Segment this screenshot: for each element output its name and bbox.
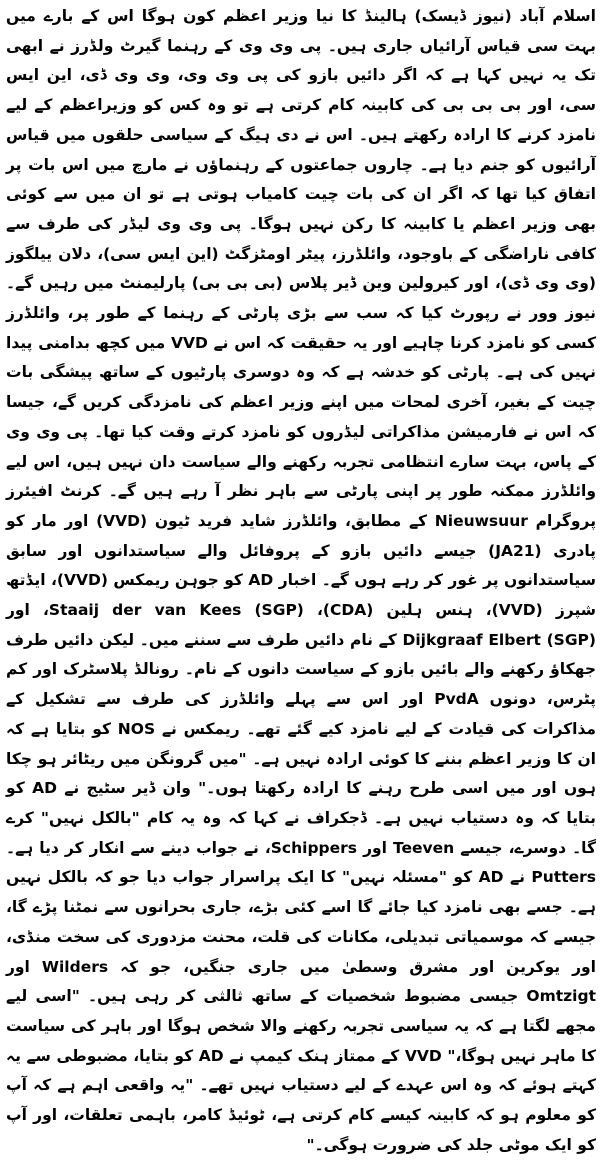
article-body-text: اسلام آباد (نیوز ڈیسک) ہالینڈ کا نیا وزیر اعظم کون ہوگا اس کے بارے میں بہت سی قیاس آرائیاں جاری ہیں۔ پی وی وی کے رہنما گیرٹ ولڈرز نے ابھی تک یہ نہیں کہا ہے کہ اگر دائیں بازو کی پی وی وی، وی وی ڈی، این ایس سی، اور بی بی بی کی کابینہ کام کرتی ہے تو وہ کس کو وزیراعظم کے لیے نامزد کرنے کا ارادہ رکھتے ہیں۔ اس نے دی ہیگ کے سیاسی حلقوں میں قیاس آرائیوں کو جنم دیا ہے۔ چاروں جماعتوں کے رہنماؤں نے مارچ میں اس بات پر اتفاق کیا تھا کہ اگر ان کی بات چیت کامیاب ہوتی ہے تو ان میں سے کوئی بھی وزیر اعظم یا کابینہ کا رکن نہیں ہوگا۔ پی وی وی لیڈر کی طرف سے کافی ناراضگی کے باوجود، وائلڈرز، پیٹر اومٹزگٹ (این ایس سی)، دلان ییلگوز (وی وی ڈی)، اور کیرولین وین ڈیر پلاس (بی بی بی) پارلیمنٹ میں رہیں گے۔ نیوز وور نے رپورٹ کیا کہ سب سے بڑی پارٹی کے رہنما کے طور پر، وائلڈرز کسی کو نامزد کرنا چاہیے اور یہ حقیقت کہ اس نے VVD میں کچھ بدامنی پیدا نہیں کی ہے۔ پارٹی کو خدشہ ہے کہ وہ دوسری پارٹیوں کے ساتھ پیشگی بات چیت کے بغیر، آخری لمحات میں اپنے وزیر اعظم کی نامزدگی کریں گے، جیسا کہ اس نے فارمیشن مذاکراتی لیڈروں کو نامزد کرتے وقت کیا تھا۔ پی وی وی کے پاس، بہت سارے انتظامی تجربہ رکھنے والے سیاست دان نہیں ہیں، اس لیے وائلڈرز ممکنہ طور پر اپنی پارٹی سے باہر نظر آ رہے ہیں گے۔ کرنٹ افیئرز پروگرام Nieuwsuur کے مطابق، وائلڈرز شاید فرید ٹیون (VVD) اور مار کو پادری (JA21) جیسے دائیں بازو کے پروفائل والے سیاستدانوں اور سابق سیاستدانوں پر غور کر رہے ہوں گے۔ اخبار AD کو جوہن ریمکس (VVD)، ایڈتھ شپرز (VVD)، ہنس ہلین (CDA)، Staaij der van Kees (SGP)، اور Dijkgraaf Elbert (SGP) کے نام دائیں طرف سے سننے میں۔ لیکن دائیں طرف جھکاؤ رکھنے والے بائیں بازو کے سیاست دانوں کے نام۔ رونالڈ پلاسٹرک اور کم پٹرس، دونوں PvdA اور اس سے پہلے وائلڈرز کی طرف سے تشکیل کے مذاکرات کی قیادت کے لیے نامزد کیے گئے تھے۔ ریمکس نے NOS کو بتایا ہے کہ ان کا وزیر اعظم بننے کا کوئی ارادہ نہیں ہے۔ "میں گرونگن میں ریٹائر ہو چکا ہوں اور میں اسی طرح رہنے کا ارادہ رکھتا ہوں۔" وان ڈیر سٹیج نے AD کو بتایا کہ وہ دستیاب نہیں ہے۔ ڈجکراف نے کہا کہ وہ یہ کام "بالکل نہیں" کرے گا۔ دوسرے، جیسے Teeven اور Schippers، نے جواب دینے سے انکار کر دیا ہے۔ Putters نے AD کو "مسئلہ نہیں" کا ایک پراسرار جواب دیا جو کہ بالکل نہیں ہے۔ جسے بھی نامزد کیا جائے گا اسے کئی بڑے، جاری بحرانوں سے نمٹنا پڑے گا، جیسے کہ موسمیاتی تبدیلی، مکانات کی قلت، محنت مزدوری کی سخت منڈی، اور یوکرین اور مشرق وسطیٰ میں جاری جنگیں، جو کہ Wilders اور Omtzigt جیسی مضبوط شخصیات کے ساتھ ثالثی کر رہی ہیں۔ "اسی لیے مجھے لگتا ہے کہ یہ سیاسی تجربہ رکھنے والا شخص ہوگا اور باہر کی سیاست کا ماہر نہیں ہوگا،" VVD کے ممتاز ہنک کیمپ نے AD کو بتایا، مضبوطی سے یہ کہتے ہوئے کہ وہ اس عہدے کے لیے دستیاب نہیں تھے۔ "یہ واقعی اہم ہے کہ آپ کو معلوم ہو کہ کابینہ کیسے کام کرتی ہے، ٹوئیڈ کامر، باہمی تعلقات، اور آپ کو ایک موٹی جلد کی ضرورت ہوگی۔": [6, 7, 597, 1154]
